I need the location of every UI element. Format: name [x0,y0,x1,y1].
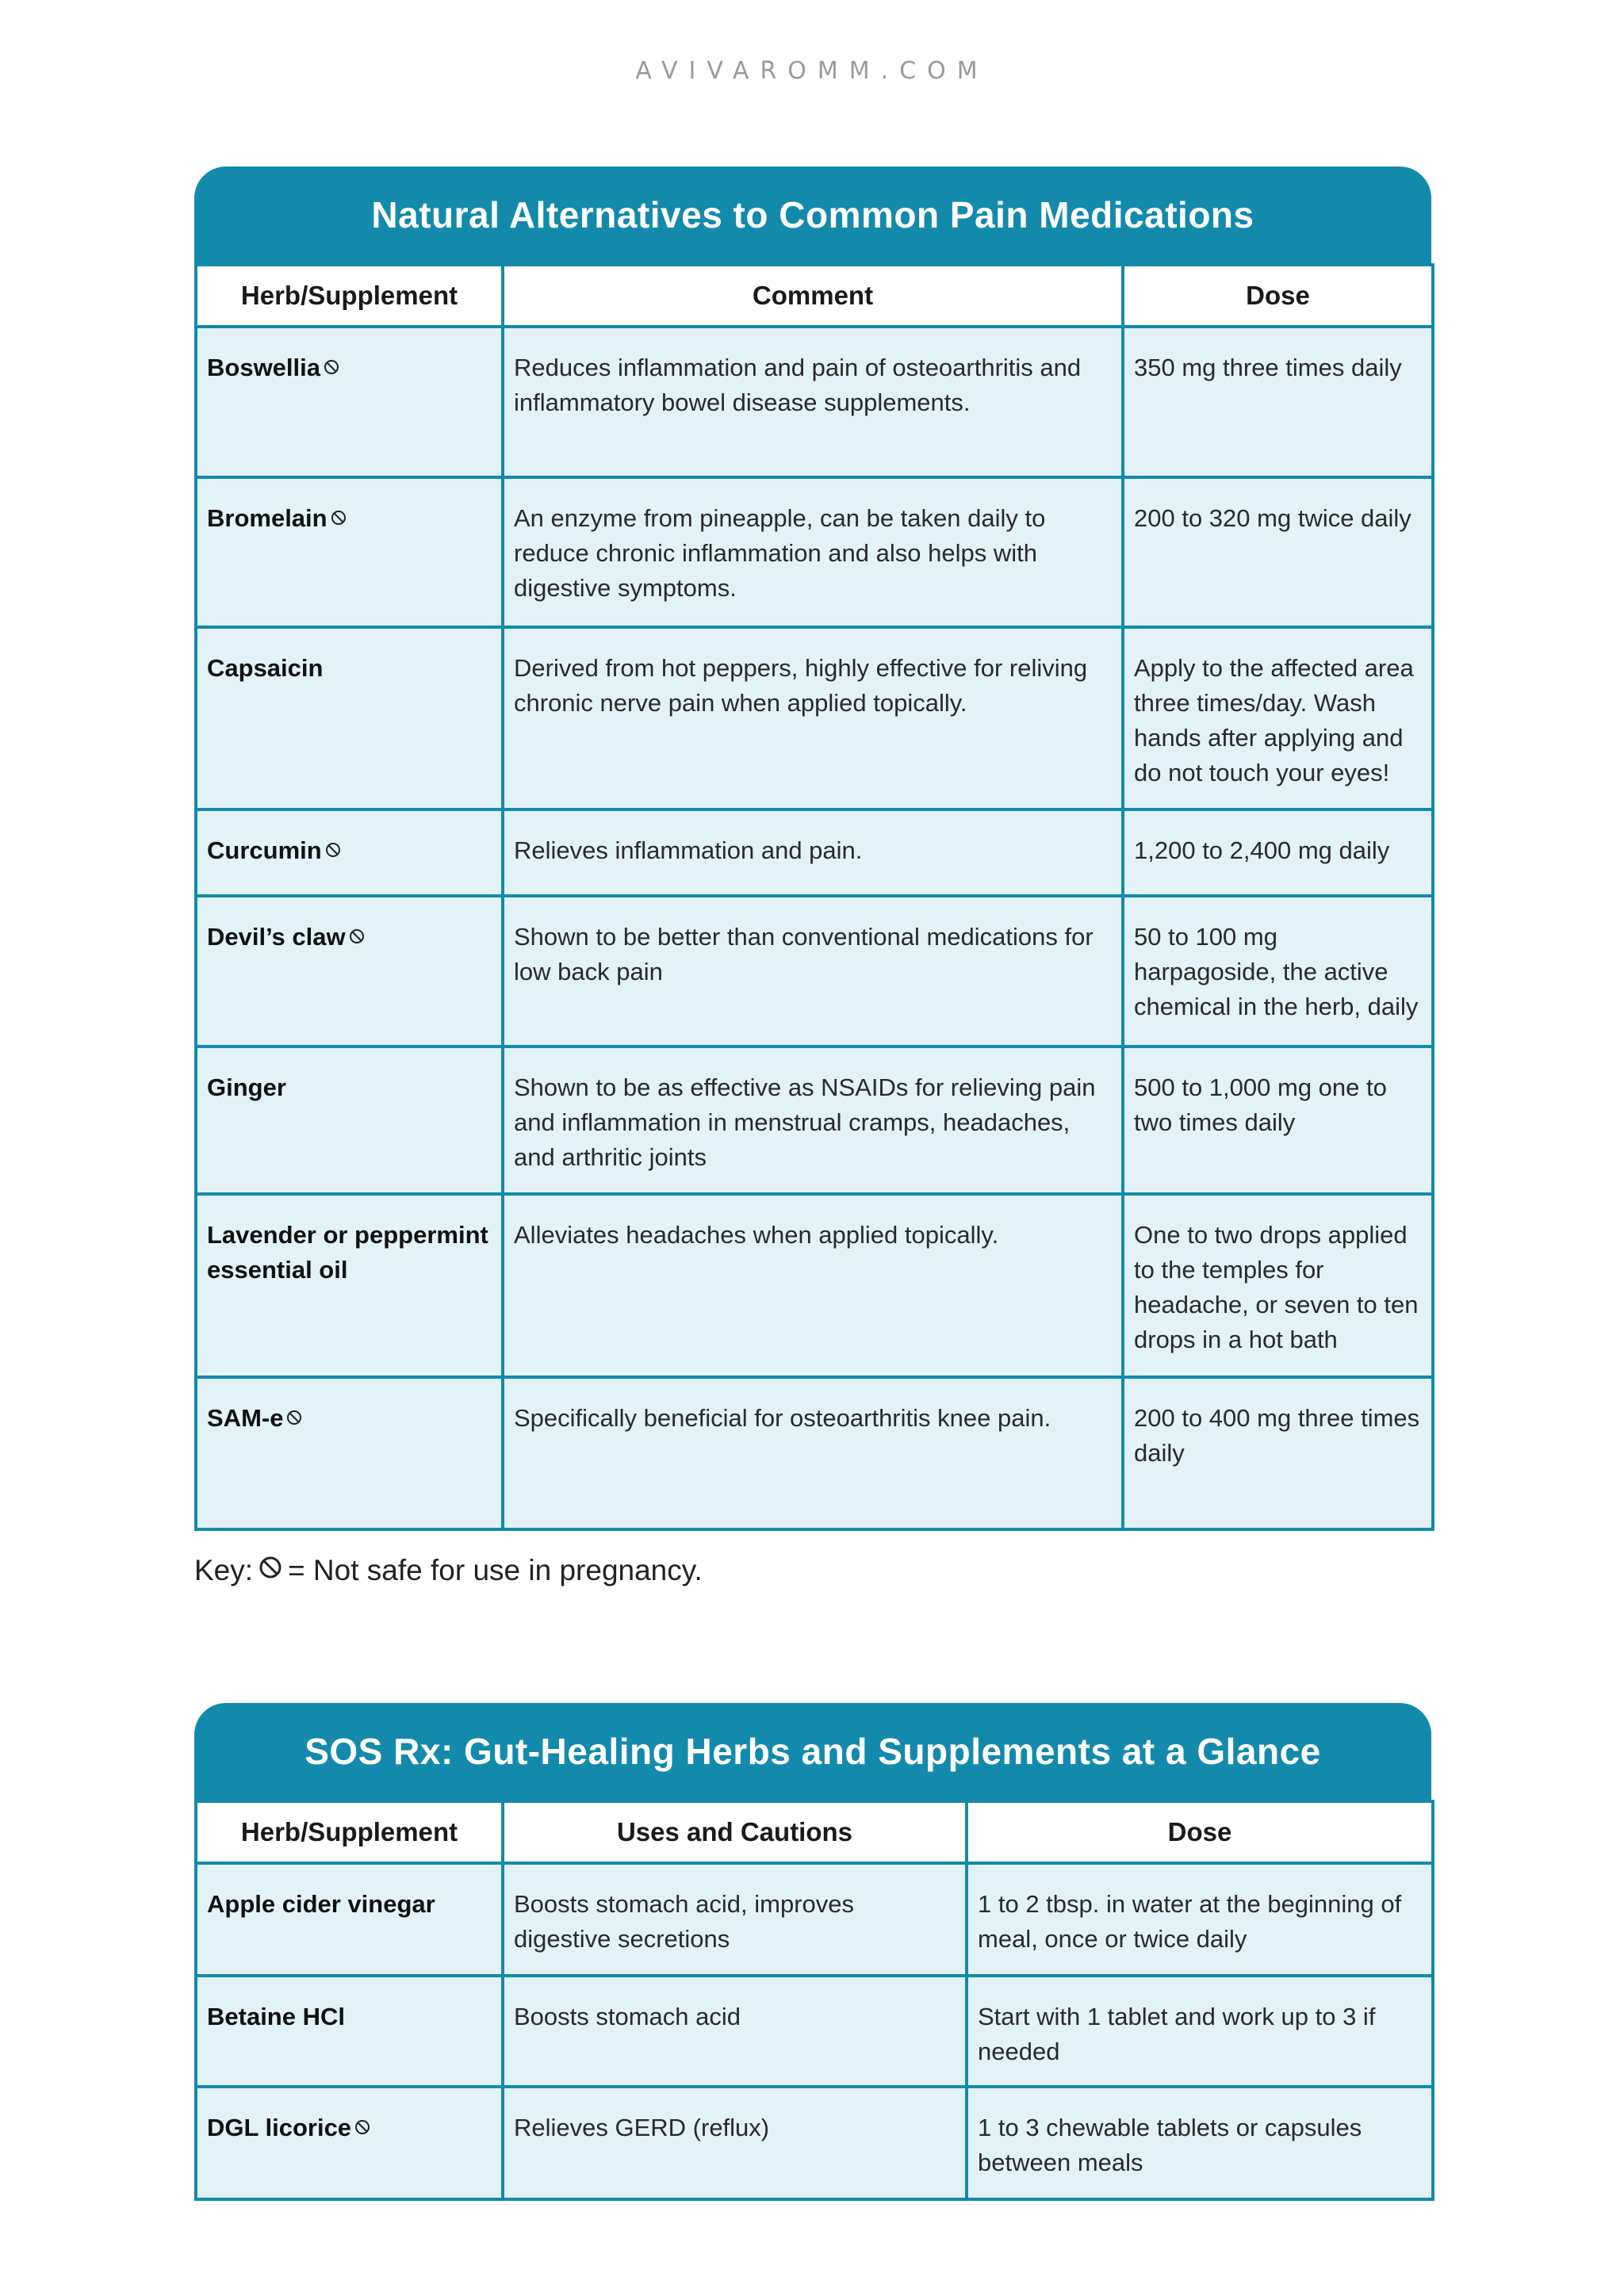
comment-cell: Reduces inflammation and pain of osteoarthritis and inflammatory bowel disease supplements. [503,327,1123,477]
herb-cell [196,1976,503,2087]
table-row [196,1863,1433,1976]
dose-cell: Start with 1 tablet and work up to 3 if needed [967,1976,1433,2087]
dose-cell: 50 to 100 mg harpagoside, the active chemical in the herb, daily [1123,896,1433,1047]
comment-cell: Shown to be as effective as NSAIDs for relieving pain and inflammation in menstrual cramps, headaches, and arthritic joints [503,1047,1123,1194]
dose-cell: 1 to 3 chewable tablets or capsules between meals [967,2087,1433,2199]
table-header-row [196,265,1433,327]
dose-cell: 200 to 320 mg twice daily [1123,477,1433,627]
dose-cell: 1 to 2 tbsp. in water at the beginning of meal, once or twice daily [967,1863,1433,1976]
pregnancy-key [194,1554,703,1587]
table-header-row [196,1801,1433,1863]
column-header-uses: Uses and Cautions [503,1801,967,1863]
column-header-comment: Comment [503,265,1123,327]
comment-cell: Boosts stomach acid, improves digestive secretions [503,1863,967,1976]
herb-cell [196,1377,503,1529]
herb-cell [196,1863,503,1976]
site-header: AVIVAROMM.COM [635,57,989,85]
table-title: Natural Alternatives to Common Pain Medications [194,166,1431,263]
column-header-dose: Dose [1123,265,1433,327]
herb-name: Ginger [207,1073,286,1101]
prohibited-icon [258,1554,283,1587]
herb-name: Capsaicin [207,654,324,682]
gut-healing-table-card [194,1703,1431,2201]
table-row [196,1976,1433,2087]
comment-cell: Boosts stomach acid [503,1976,967,2087]
table-row [196,809,1433,896]
herb-name: DGL licorice [207,2114,352,2141]
table-row [196,627,1433,809]
herb-name: Lavender or peppermint essential oil [207,1221,488,1284]
herb-cell [196,477,503,627]
prohibited-icon [285,1401,303,1436]
herb-name: SAM-e [207,1404,284,1432]
dose-cell: 500 to 1,000 mg one to two times daily [1123,1047,1433,1194]
herb-cell [196,896,503,1047]
prohibited-icon [348,920,366,955]
gut-healing-table [194,1800,1434,2201]
herb-name: Boswellia [207,354,320,381]
herb-name: Bromelain [207,504,327,532]
dose-cell: 1,200 to 2,400 mg daily [1123,809,1433,896]
herb-name: Apple cider vinegar [207,1890,435,1918]
herb-cell [196,327,503,477]
key-label: Key: [194,1554,254,1586]
table-row [196,1194,1433,1377]
prohibited-icon [323,350,340,385]
column-header-herb: Herb/Supplement [196,1801,503,1863]
comment-cell: An enzyme from pineapple, can be taken daily to reduce chronic inflammation and also helps with digestive symptoms. [503,477,1123,627]
dose-cell: One to two drops applied to the temples for headache, or seven to ten drops in a hot bath [1123,1194,1433,1377]
dose-cell: 350 mg three times daily [1123,327,1433,477]
prohibited-icon [330,501,347,536]
herb-cell [196,1194,503,1377]
herb-cell [196,627,503,809]
comment-cell: Specifically beneficial for osteoarthritis knee pain. [503,1377,1123,1529]
herb-name: Curcumin [207,836,322,864]
column-header-dose: Dose [967,1801,1433,1863]
herb-cell [196,1047,503,1194]
key-text: = Not safe for use in pregnancy. [288,1554,703,1586]
herb-cell [196,2087,503,2199]
comment-cell: Alleviates headaches when applied topically. [503,1194,1123,1377]
prohibited-icon [324,833,342,868]
comment-cell: Relieves GERD (reflux) [503,2087,967,2199]
table-row [196,327,1433,477]
comment-cell: Derived from hot peppers, highly effective for reliving chronic nerve pain when applied topically. [503,627,1123,809]
table-row [196,2087,1433,2199]
prohibited-icon [354,2110,371,2145]
table-row [196,1377,1433,1529]
dose-cell: Apply to the affected area three times/day. Wash hands after applying and do not touch your eyes! [1123,627,1433,809]
dose-cell: 200 to 400 mg three times daily [1123,1377,1433,1529]
pain-medications-table-card [194,166,1431,1531]
column-header-herb: Herb/Supplement [196,265,503,327]
table-row [196,896,1433,1047]
table-row [196,477,1433,627]
table-row [196,1047,1433,1194]
herb-name: Betaine HCl [207,2003,345,2030]
pain-medications-table [194,263,1434,1531]
herb-cell [196,809,503,896]
comment-cell: Relieves inflammation and pain. [503,809,1123,896]
comment-cell: Shown to be better than conventional medications for low back pain [503,896,1123,1047]
table-title: SOS Rx: Gut-Healing Herbs and Supplements at a Glance [194,1703,1431,1800]
herb-name: Devil’s claw [207,923,346,951]
